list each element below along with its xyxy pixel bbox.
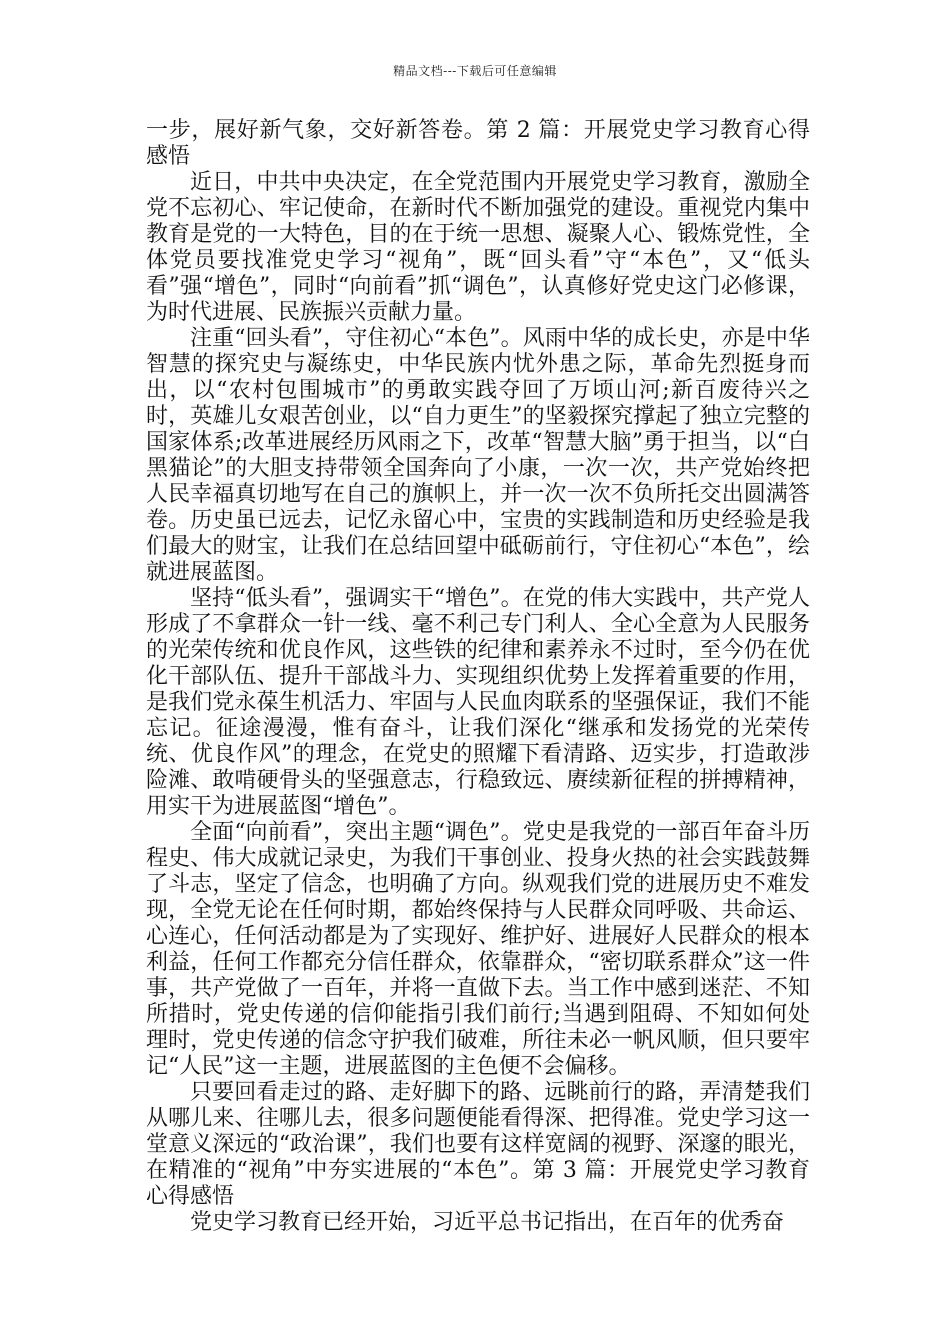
paragraph-article-3-start: 党史学习教育已经开始，习近平总书记指出，在百年的优秀奋 — [190, 1210, 785, 1235]
page-header: 精品文档---下载后可任意编辑 — [393, 64, 557, 78]
paragraph-look-forward: 全面“向前看”，突出主题“调色”。党史是我党的一部百年奋斗历程史、伟大成就记录史，为我们干事创业、投身火热的社会实践鼓舞了斗志，坚定了信念，也明确了方向。纵观我们党的进展历史不难发现，全党无论在任何时期，都始终保持与人民群众同呼吸、共命运、心连心，任何活动都是为了实现好、维护好、进展好人民群众的根本利益，任何工作都充分信任群众，依靠群众，“密切联系群众”这一件事，共产党做了一百年，并将一直做下去。当工作中感到迷茫、不知所措时，党史传递的信仰能指引我们前行;当遇到阻碍、不知如何处理时，党史传递的信念守护我们破难，所往未必一帆风顺，但只要牢记“人民”这一主题，进展蓝图的主色便不会偏移。 — [146, 820, 810, 1079]
paragraph-continuation: 一步，展好新气象，交好新答卷。第 2 篇：开展党史学习教育心得感悟 — [146, 118, 810, 169]
paragraph-intro: 近日，中共中央决定，在全党范围内开展党史学习教育，激励全党不忘初心、牢记使命，在新时代不断加强党的建设。重视党内集中教育是党的一大特色，目的在于统一思想、凝聚人心、锻炼党性，全体党员要找准党史学习“视角”，既“回头看”守“本色”，又“低头看”强“增色”，同时“向前看”抓“调色”，认真修好党史这门必修课，为时代进展、民族振兴贡献力量。 — [146, 170, 810, 325]
document-body — [146, 118, 810, 1236]
paragraph-look-down: 坚持“低头看”，强调实干“增色”。在党的伟大实践中，共产党人形成了不拿群众一针一线、毫不利己专门利人、全心全意为人民服务的光荣传统和优良作风，这些铁的纪律和素养永不过时，至今仍在优化干部队伍、提升干部战斗力、实现组织优势上发挥着重要的作用，是我们党永葆生机活力、牢固与人民血肉联系的坚强保证，我们不能忘记。征途漫漫，惟有奋斗，让我们深化“继承和发扬党的光荣传统、优良作风”的理念，在党史的照耀下看清路、迈实步，打造敢涉险滩、敢啃硬骨头的坚强意志，行稳致远、赓续新征程的拼搏精神，用实干为进展蓝图“增色”。 — [146, 586, 810, 819]
paragraph-look-back: 注重“回头看”，守住初心“本色”。风雨中华的成长史，亦是中华智慧的探究史与凝练史，中华民族内忧外患之际，革命先烈挺身而出，以“农村包围城市”的勇敢实践夺回了万顷山河;新百废待兴之时，英雄儿女艰苦创业，以“自力更生”的坚毅探究撑起了独立完整的国家体系;改革进展经历风雨之下，改革“智慧大脑”勇于担当，以“白黑猫论”的大胆支持带领全国奔向了小康，一次一次，共产党始终把人民幸福真切地写在自己的旗帜上，并一次一次不负所托交出圆满答卷。历史虽已远去，记忆永留心中，宝贵的实践制造和历史经验是我们最大的财宝，让我们在总结回望中砥砺前行，守住初心“本色”，绘就进展蓝图。 — [146, 326, 810, 585]
paragraph-summary: 只要回看走过的路、走好脚下的路、远眺前行的路，弄清楚我们从哪儿来、往哪儿去，很多问题便能看得深、把得准。党史学习这一堂意义深远的“政治课”，我们也要有这样宽阔的视野、深邃的眼光，在精准的“视角”中夯实进展的“本色”。第 3 篇：开展党史学习教育心得感悟 — [146, 1080, 810, 1209]
